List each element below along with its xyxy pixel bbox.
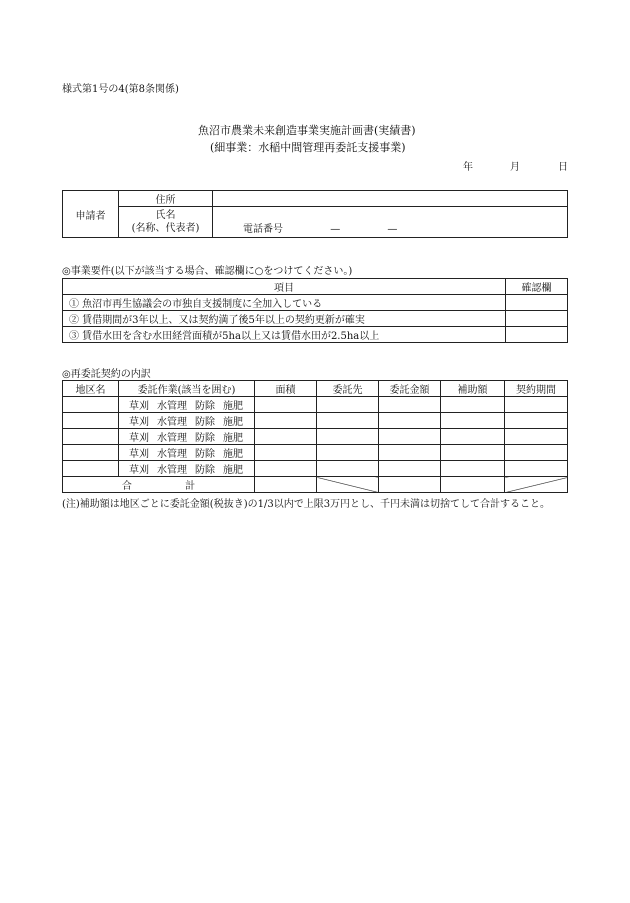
address-field[interactable] bbox=[213, 191, 568, 207]
subsidy-cell[interactable] bbox=[441, 461, 505, 477]
work-options bbox=[119, 461, 255, 477]
work-option-mowing[interactable]: 草刈 bbox=[129, 465, 149, 476]
header-district: 地区名 bbox=[63, 381, 119, 397]
subsidy-cell[interactable] bbox=[441, 445, 505, 461]
work-option-water[interactable]: 水管理 bbox=[157, 401, 187, 412]
requirement-item: ② 賃借期間が3年以上、又は契約満了後5年以上の契約更新が確実 bbox=[63, 311, 506, 327]
district-cell[interactable] bbox=[63, 429, 119, 445]
contractor-cell[interactable] bbox=[317, 429, 379, 445]
work-options bbox=[119, 429, 255, 445]
work-option-pest[interactable]: 防除 bbox=[195, 417, 215, 428]
form-number: 様式第1号の4(第8条関係) bbox=[62, 84, 179, 95]
date-year: 年 bbox=[463, 162, 473, 173]
header-period: 契約期間 bbox=[505, 381, 568, 397]
footnote: (注)補助額は地区ごとに委託金額(税抜き)の1/3以内で上限3万円とし、千円未満は切捨てして合計すること。 bbox=[62, 499, 551, 510]
applicant-label: 申請者 bbox=[63, 191, 119, 238]
requirement-item: ① 魚沼市再生協議会の市独自支援制度に全加入している bbox=[63, 295, 506, 311]
subsidy-cell[interactable] bbox=[441, 429, 505, 445]
name-label-cell bbox=[119, 207, 213, 238]
total-contractor-blank bbox=[317, 477, 379, 493]
total-area[interactable] bbox=[255, 477, 317, 493]
work-option-mowing[interactable]: 草刈 bbox=[129, 417, 149, 428]
district-cell[interactable] bbox=[63, 461, 119, 477]
applicant-table bbox=[62, 190, 568, 238]
contracts-table bbox=[62, 380, 568, 493]
district-cell[interactable] bbox=[63, 397, 119, 413]
requirement-check[interactable] bbox=[506, 295, 568, 311]
total-label-1: 合 bbox=[121, 481, 132, 492]
date-day: 日 bbox=[558, 162, 568, 173]
area-cell[interactable] bbox=[255, 397, 317, 413]
work-option-fertilizer[interactable]: 施肥 bbox=[223, 433, 243, 444]
requirement-item: ③ 賃借水田を含む水田経営面積が5ha以上又は賃借水田が2.5ha以上 bbox=[63, 327, 506, 343]
header-work: 委託作業(該当を囲む) bbox=[119, 381, 255, 397]
total-period-blank bbox=[505, 477, 568, 493]
work-option-water[interactable]: 水管理 bbox=[157, 449, 187, 460]
table-row bbox=[63, 461, 568, 477]
work-option-water[interactable]: 水管理 bbox=[157, 433, 187, 444]
work-option-pest[interactable]: 防除 bbox=[195, 433, 215, 444]
page-title: 魚沼市農業未来創造事業実施計画書(実績書) bbox=[198, 124, 416, 137]
area-cell[interactable] bbox=[255, 461, 317, 477]
table-row bbox=[63, 429, 568, 445]
area-cell[interactable] bbox=[255, 413, 317, 429]
contractor-cell[interactable] bbox=[317, 445, 379, 461]
district-cell[interactable] bbox=[63, 445, 119, 461]
requirements-check-header: 確認欄 bbox=[506, 279, 568, 295]
contracts-heading: ◎再委託契約の内訳 bbox=[62, 369, 151, 380]
work-option-water[interactable]: 水管理 bbox=[157, 465, 187, 476]
name-label: 氏名 bbox=[155, 210, 176, 221]
table-row bbox=[63, 445, 568, 461]
subsidy-cell[interactable] bbox=[441, 413, 505, 429]
area-cell[interactable] bbox=[255, 445, 317, 461]
requirements-heading: ◎事業要件(以下が該当する場合、確認欄に○をつけてください。) bbox=[62, 266, 353, 277]
area-cell[interactable] bbox=[255, 429, 317, 445]
header-area: 面積 bbox=[255, 381, 317, 397]
district-cell[interactable] bbox=[63, 413, 119, 429]
work-options bbox=[119, 397, 255, 413]
total-subsidy[interactable] bbox=[441, 477, 505, 493]
period-cell[interactable] bbox=[505, 429, 568, 445]
contractor-cell[interactable] bbox=[317, 397, 379, 413]
name-sublabel: (名称、代表者) bbox=[131, 223, 200, 234]
work-option-mowing[interactable]: 草刈 bbox=[129, 433, 149, 444]
header-amount: 委託金額 bbox=[379, 381, 441, 397]
period-cell[interactable] bbox=[505, 445, 568, 461]
work-option-fertilizer[interactable]: 施肥 bbox=[223, 401, 243, 412]
table-row bbox=[63, 413, 568, 429]
total-amount[interactable] bbox=[379, 477, 441, 493]
total-row bbox=[63, 477, 568, 493]
work-options bbox=[119, 445, 255, 461]
amount-cell[interactable] bbox=[379, 397, 441, 413]
header-subsidy: 補助額 bbox=[441, 381, 505, 397]
amount-cell[interactable] bbox=[379, 445, 441, 461]
name-phone-field[interactable] bbox=[213, 207, 568, 238]
work-option-pest[interactable]: 防除 bbox=[195, 401, 215, 412]
requirements-item-header: 項目 bbox=[63, 279, 506, 295]
period-cell[interactable] bbox=[505, 397, 568, 413]
address-label: 住所 bbox=[119, 191, 213, 207]
phone-dash-1: — bbox=[330, 224, 341, 235]
work-options bbox=[119, 413, 255, 429]
subsidy-cell[interactable] bbox=[441, 397, 505, 413]
header-contractor: 委託先 bbox=[317, 381, 379, 397]
requirement-check[interactable] bbox=[506, 311, 568, 327]
date-month: 月 bbox=[510, 162, 520, 173]
work-option-pest[interactable]: 防除 bbox=[195, 449, 215, 460]
phone-dash-2: — bbox=[387, 224, 398, 235]
amount-cell[interactable] bbox=[379, 413, 441, 429]
requirement-check[interactable] bbox=[506, 327, 568, 343]
table-row bbox=[63, 397, 568, 413]
requirements-table bbox=[62, 278, 568, 343]
work-option-pest[interactable]: 防除 bbox=[195, 465, 215, 476]
total-label bbox=[63, 477, 255, 493]
work-option-mowing[interactable]: 草刈 bbox=[129, 401, 149, 412]
total-label-2: 計 bbox=[185, 481, 196, 492]
period-cell[interactable] bbox=[505, 461, 568, 477]
amount-cell[interactable] bbox=[379, 429, 441, 445]
work-option-fertilizer[interactable]: 施肥 bbox=[223, 449, 243, 460]
work-option-mowing[interactable]: 草刈 bbox=[129, 449, 149, 460]
work-option-water[interactable]: 水管理 bbox=[157, 417, 187, 428]
work-option-fertilizer[interactable]: 施肥 bbox=[223, 465, 243, 476]
amount-cell[interactable] bbox=[379, 461, 441, 477]
work-option-fertilizer[interactable]: 施肥 bbox=[223, 417, 243, 428]
period-cell[interactable] bbox=[505, 413, 568, 429]
contractor-cell[interactable] bbox=[317, 461, 379, 477]
page-subtitle: (細事業：水稲中間管理再委託支援事業) bbox=[210, 141, 406, 154]
contractor-cell[interactable] bbox=[317, 413, 379, 429]
phone-label: 電話番号 bbox=[243, 224, 283, 235]
